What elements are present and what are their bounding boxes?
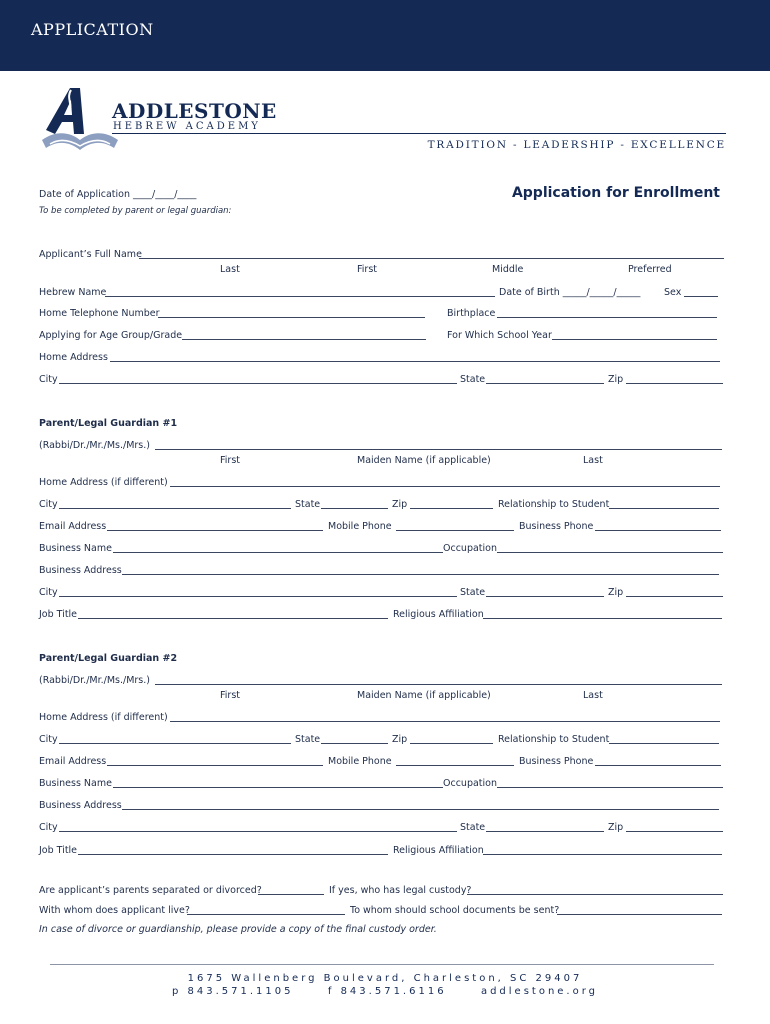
- logo-subtitle: HEBREW ACADEMY: [113, 121, 261, 132]
- guardian2-home-address-label: Home Address (if different): [39, 712, 168, 723]
- guardian1-state2-label: State: [460, 587, 486, 598]
- guardian2-business-address-field[interactable]: [122, 809, 719, 810]
- guardian2-job-title-label: Job Title: [39, 845, 78, 856]
- guardian1-religious-label: Religious Affiliation: [393, 609, 484, 620]
- guardian1-home-address-label: Home Address (if different): [39, 477, 168, 488]
- date-of-birth-field[interactable]: Date of Birth _____/_____/_____: [499, 287, 641, 298]
- logo-divider: [112, 133, 726, 134]
- documents-to-field[interactable]: [557, 914, 722, 915]
- sex-label: Sex: [664, 287, 682, 298]
- guardian2-state2-label: State: [460, 822, 486, 833]
- guardian1-name-field[interactable]: [155, 449, 722, 450]
- guardian1-mobile-field[interactable]: [396, 530, 514, 531]
- documents-to-label: To whom should school documents be sent?: [350, 905, 560, 916]
- guardian1-religious-field[interactable]: [483, 618, 722, 619]
- guardian2-job-title-field[interactable]: [78, 854, 388, 855]
- guardian2-name-part-maiden: Maiden Name (if applicable): [357, 690, 491, 701]
- guardian2-business-name-field[interactable]: [113, 787, 443, 788]
- custody-note: In case of divorce or guardianship, please provide a copy of the final custody order.: [39, 924, 437, 935]
- guardian1-business-address-label: Business Address: [39, 565, 122, 576]
- birthplace-field[interactable]: [497, 317, 717, 318]
- guardian2-business-phone-label: Business Phone: [519, 756, 594, 767]
- guardian2-business-address-label: Business Address: [39, 800, 122, 811]
- guardian2-state-field[interactable]: [321, 743, 388, 744]
- school-year-field[interactable]: [552, 339, 717, 340]
- guardian2-occupation-label: Occupation: [443, 778, 497, 789]
- guardian1-state2-field[interactable]: [486, 596, 604, 597]
- custody-field[interactable]: [467, 894, 723, 895]
- home-telephone-label: Home Telephone Number: [39, 308, 160, 319]
- name-part-middle: Middle: [492, 264, 524, 275]
- home-address-field[interactable]: [110, 361, 720, 362]
- applicant-full-name-field[interactable]: [139, 258, 724, 259]
- guardian1-name-part-first: First: [220, 455, 240, 466]
- guardian2-zip-label: Zip: [392, 734, 408, 745]
- footer-fax: f 843.571.6116: [327, 986, 447, 997]
- guardian1-business-address-field[interactable]: [122, 574, 719, 575]
- guardian1-city2-field[interactable]: [59, 596, 457, 597]
- guardian1-state-field[interactable]: [321, 508, 388, 509]
- guardian1-city-label: City: [39, 499, 58, 510]
- guardian1-occupation-label: Occupation: [443, 543, 497, 554]
- guardian1-business-name-field[interactable]: [113, 552, 443, 553]
- zip-label: Zip: [608, 374, 624, 385]
- logo-name: ADDLESTONE: [112, 99, 277, 123]
- footer-divider: [50, 964, 714, 965]
- city-field[interactable]: [59, 383, 457, 384]
- footer-website[interactable]: addlestone.org: [480, 986, 599, 997]
- state-field[interactable]: [486, 383, 604, 384]
- hebrew-name-label: Hebrew Name: [39, 287, 107, 298]
- name-part-last: Last: [220, 264, 240, 275]
- academy-logo-icon: [40, 82, 120, 158]
- guardian1-name-part-last: Last: [583, 455, 603, 466]
- guardian1-home-address-field[interactable]: [170, 486, 720, 487]
- motto: TRADITION - LEADERSHIP - EXCELLENCE: [427, 139, 726, 151]
- home-address-label: Home Address: [39, 352, 108, 363]
- guardian2-city-field[interactable]: [59, 743, 291, 744]
- school-year-label: For Which School Year: [447, 330, 552, 341]
- age-group-field[interactable]: [182, 339, 426, 340]
- guardian1-name-part-maiden: Maiden Name (if applicable): [357, 455, 491, 466]
- guardian2-state-label: State: [295, 734, 321, 745]
- guardian2-business-phone-field[interactable]: [595, 765, 721, 766]
- guardian2-home-address-field[interactable]: [170, 721, 720, 722]
- guardian1-zip2-field[interactable]: [626, 596, 723, 597]
- guardian1-relationship-field[interactable]: [609, 508, 719, 509]
- hebrew-name-field[interactable]: [105, 296, 495, 297]
- birthplace-label: Birthplace: [447, 308, 496, 319]
- footer-address: 1675 Wallenberg Boulevard, Charleston, SC 29407: [187, 973, 583, 984]
- guardian2-business-name-label: Business Name: [39, 778, 112, 789]
- guardian2-relationship-label: Relationship to Student: [498, 734, 610, 745]
- guardian1-job-title-label: Job Title: [39, 609, 78, 620]
- guardian2-email-field[interactable]: [107, 765, 323, 766]
- guardian2-mobile-label: Mobile Phone: [328, 756, 392, 767]
- guardian2-email-label: Email Address: [39, 756, 107, 767]
- guardian1-zip-field[interactable]: [410, 508, 493, 509]
- form-title: Application for Enrollment: [511, 185, 720, 201]
- guardian1-business-name-label: Business Name: [39, 543, 112, 554]
- guardian1-heading: Parent/Legal Guardian #1: [39, 418, 178, 429]
- banner-title: APPLICATION: [31, 20, 154, 39]
- date-of-application[interactable]: Date of Application ____/____/____: [39, 189, 197, 200]
- guardian1-zip-label: Zip: [392, 499, 408, 510]
- guardian1-occupation-field[interactable]: [497, 552, 723, 553]
- separated-question-label: Are applicant’s parents separated or divorced?: [39, 885, 262, 896]
- guardian2-religious-label: Religious Affiliation: [393, 845, 484, 856]
- guardian2-city-label: City: [39, 734, 58, 745]
- guardian2-zip-field[interactable]: [410, 743, 493, 744]
- guardian1-job-title-field[interactable]: [78, 618, 388, 619]
- guardian2-occupation-field[interactable]: [497, 787, 723, 788]
- state-label: State: [460, 374, 486, 385]
- guardian2-name-field[interactable]: [155, 684, 722, 685]
- footer-phone: p 843.571.1105: [171, 986, 294, 997]
- applicant-full-name-label: Applicant’s Full Name: [39, 249, 142, 260]
- age-group-label: Applying for Age Group/Grade: [39, 330, 183, 341]
- guardian2-heading: Parent/Legal Guardian #2: [39, 653, 178, 664]
- lives-with-field[interactable]: [187, 914, 345, 915]
- guardian2-zip2-field[interactable]: [626, 831, 723, 832]
- completion-note: To be completed by parent or legal guardian:: [39, 206, 232, 216]
- zip-field[interactable]: [626, 383, 723, 384]
- header-banner: [0, 0, 770, 71]
- guardian1-relationship-label: Relationship to Student: [498, 499, 610, 510]
- guardian1-email-label: Email Address: [39, 521, 107, 532]
- guardian2-city2-field[interactable]: [59, 831, 457, 832]
- guardian2-state2-field[interactable]: [486, 831, 604, 832]
- guardian2-religious-field[interactable]: [483, 854, 722, 855]
- guardian1-business-phone-label: Business Phone: [519, 521, 594, 532]
- footer-contact: [0, 986, 770, 997]
- guardian1-zip2-label: Zip: [608, 587, 624, 598]
- guardian1-city2-label: City: [39, 587, 58, 598]
- guardian2-zip2-label: Zip: [608, 822, 624, 833]
- home-telephone-field[interactable]: [158, 317, 425, 318]
- sex-field[interactable]: [684, 296, 718, 297]
- guardian2-title-label: (Rabbi/Dr./Mr./Ms./Mrs.): [39, 675, 150, 686]
- guardian1-email-field[interactable]: [107, 530, 323, 531]
- custody-question-label: If yes, who has legal custody?: [329, 885, 472, 896]
- guardian2-relationship-field[interactable]: [609, 743, 719, 744]
- guardian1-title-label: (Rabbi/Dr./Mr./Ms./Mrs.): [39, 440, 150, 451]
- name-part-first: First: [357, 264, 377, 275]
- name-part-preferred: Preferred: [628, 264, 672, 275]
- city-label: City: [39, 374, 58, 385]
- guardian1-mobile-label: Mobile Phone: [328, 521, 392, 532]
- lives-with-label: With whom does applicant live?: [39, 905, 190, 916]
- separated-field[interactable]: [258, 894, 324, 895]
- guardian2-mobile-field[interactable]: [396, 765, 514, 766]
- guardian1-business-phone-field[interactable]: [595, 530, 721, 531]
- guardian2-city2-label: City: [39, 822, 58, 833]
- guardian1-state-label: State: [295, 499, 321, 510]
- guardian2-name-part-first: First: [220, 690, 240, 701]
- guardian1-city-field[interactable]: [59, 508, 291, 509]
- guardian2-name-part-last: Last: [583, 690, 603, 701]
